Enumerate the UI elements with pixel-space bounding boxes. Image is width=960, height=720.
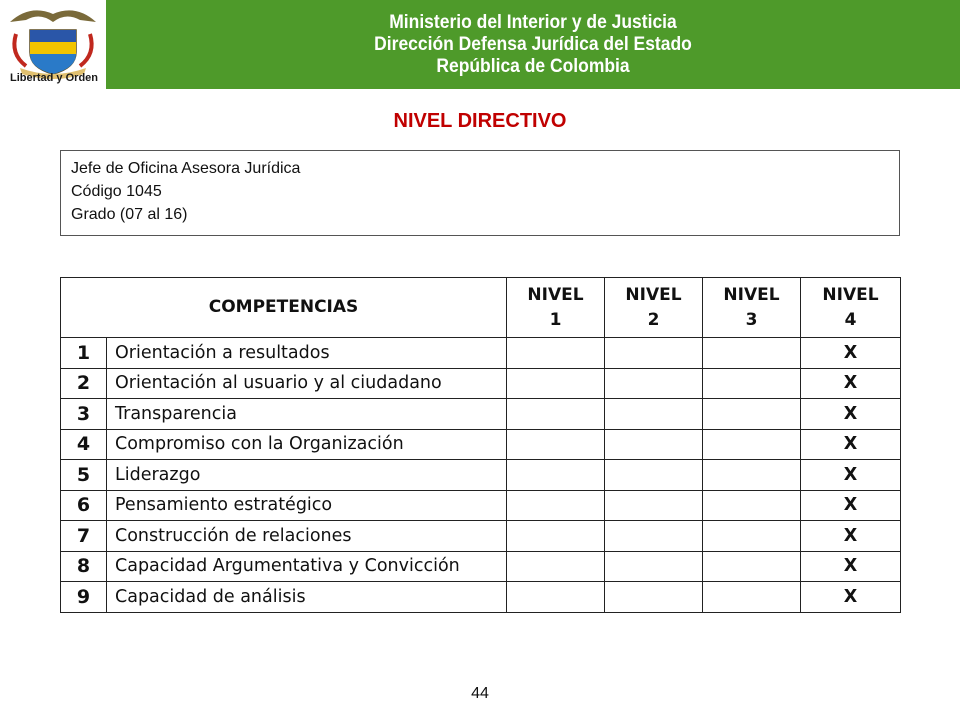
directorate-name: Dirección Defensa Jurídica del Estado bbox=[374, 34, 692, 55]
level-1-mark bbox=[507, 368, 605, 399]
level-2-header: NIVEL 2 bbox=[605, 278, 703, 338]
level-4-mark: X bbox=[801, 399, 901, 430]
competency-name: Transparencia bbox=[107, 399, 507, 430]
section-title: NIVEL DIRECTIVO bbox=[393, 110, 567, 132]
level-2-mark bbox=[605, 338, 703, 369]
table-row bbox=[61, 551, 901, 582]
table-header-row bbox=[61, 278, 901, 338]
competency-number: 7 bbox=[61, 521, 107, 552]
level-3-mark bbox=[703, 551, 801, 582]
level-1-mark bbox=[507, 582, 605, 613]
competency-name: Capacidad Argumentativa y Convicción bbox=[107, 551, 507, 582]
level-1-header: NIVEL 1 bbox=[507, 278, 605, 338]
level-3-mark bbox=[703, 399, 801, 430]
level-4-mark: X bbox=[801, 582, 901, 613]
level-1-mark bbox=[507, 399, 605, 430]
level-4-mark: X bbox=[801, 368, 901, 399]
level-4-mark: X bbox=[801, 338, 901, 369]
position-code: Código 1045 bbox=[71, 183, 162, 200]
competency-name: Compromiso con la Organización bbox=[107, 429, 507, 460]
competencias-header: COMPETENCIAS bbox=[61, 278, 507, 338]
level-1-mark bbox=[507, 490, 605, 521]
position-title: Jefe de Oficina Asesora Jurídica bbox=[71, 160, 301, 177]
level-1-mark bbox=[507, 338, 605, 369]
competency-number: 4 bbox=[61, 429, 107, 460]
competency-number: 3 bbox=[61, 399, 107, 430]
coat-of-arms-logo bbox=[0, 0, 106, 92]
table-row bbox=[61, 338, 901, 369]
level-4-mark: X bbox=[801, 460, 901, 491]
level-2-mark bbox=[605, 551, 703, 582]
competency-name: Capacidad de análisis bbox=[107, 582, 507, 613]
level-2-mark bbox=[605, 521, 703, 552]
level-4-mark: X bbox=[801, 551, 901, 582]
level-1-mark bbox=[507, 551, 605, 582]
table-row bbox=[61, 582, 901, 613]
level-4-mark: X bbox=[801, 521, 901, 552]
competency-number: 5 bbox=[61, 460, 107, 491]
ministry-name: Ministerio del Interior y de Justicia bbox=[389, 12, 677, 33]
level-3-mark bbox=[703, 338, 801, 369]
level-4-header: NIVEL 4 bbox=[801, 278, 901, 338]
level-4-mark: X bbox=[801, 429, 901, 460]
competency-number: 6 bbox=[61, 490, 107, 521]
table-row bbox=[61, 521, 901, 552]
competency-name: Pensamiento estratégico bbox=[107, 490, 507, 521]
competency-name: Liderazgo bbox=[107, 460, 507, 491]
competency-number: 1 bbox=[61, 338, 107, 369]
table-row bbox=[61, 490, 901, 521]
page-number: 44 bbox=[471, 685, 489, 702]
competency-number: 9 bbox=[61, 582, 107, 613]
level-1-mark bbox=[507, 460, 605, 491]
level-1-mark bbox=[507, 521, 605, 552]
competencies-table bbox=[60, 277, 901, 613]
competency-number: 2 bbox=[61, 368, 107, 399]
level-3-mark bbox=[703, 582, 801, 613]
level-3-mark bbox=[703, 521, 801, 552]
competency-number: 8 bbox=[61, 551, 107, 582]
position-grade: Grado (07 al 16) bbox=[71, 206, 188, 223]
level-3-mark bbox=[703, 368, 801, 399]
level-2-mark bbox=[605, 368, 703, 399]
competency-name: Orientación al usuario y al ciudadano bbox=[107, 368, 507, 399]
level-4-mark: X bbox=[801, 490, 901, 521]
level-3-mark bbox=[703, 429, 801, 460]
competency-name: Orientación a resultados bbox=[107, 338, 507, 369]
table-row bbox=[61, 368, 901, 399]
table-row bbox=[61, 429, 901, 460]
competency-name: Construcción de relaciones bbox=[107, 521, 507, 552]
level-2-mark bbox=[605, 582, 703, 613]
table-row bbox=[61, 399, 901, 430]
position-info-box bbox=[60, 150, 900, 236]
logo-caption: Libertad y Orden bbox=[9, 72, 99, 84]
level-2-mark bbox=[605, 399, 703, 430]
header-band bbox=[106, 0, 960, 89]
level-3-header: NIVEL 3 bbox=[703, 278, 801, 338]
level-2-mark bbox=[605, 429, 703, 460]
level-1-mark bbox=[507, 429, 605, 460]
level-2-mark bbox=[605, 490, 703, 521]
level-3-mark bbox=[703, 490, 801, 521]
level-3-mark bbox=[703, 460, 801, 491]
level-2-mark bbox=[605, 460, 703, 491]
table-row bbox=[61, 460, 901, 491]
country-name: República de Colombia bbox=[436, 56, 630, 77]
